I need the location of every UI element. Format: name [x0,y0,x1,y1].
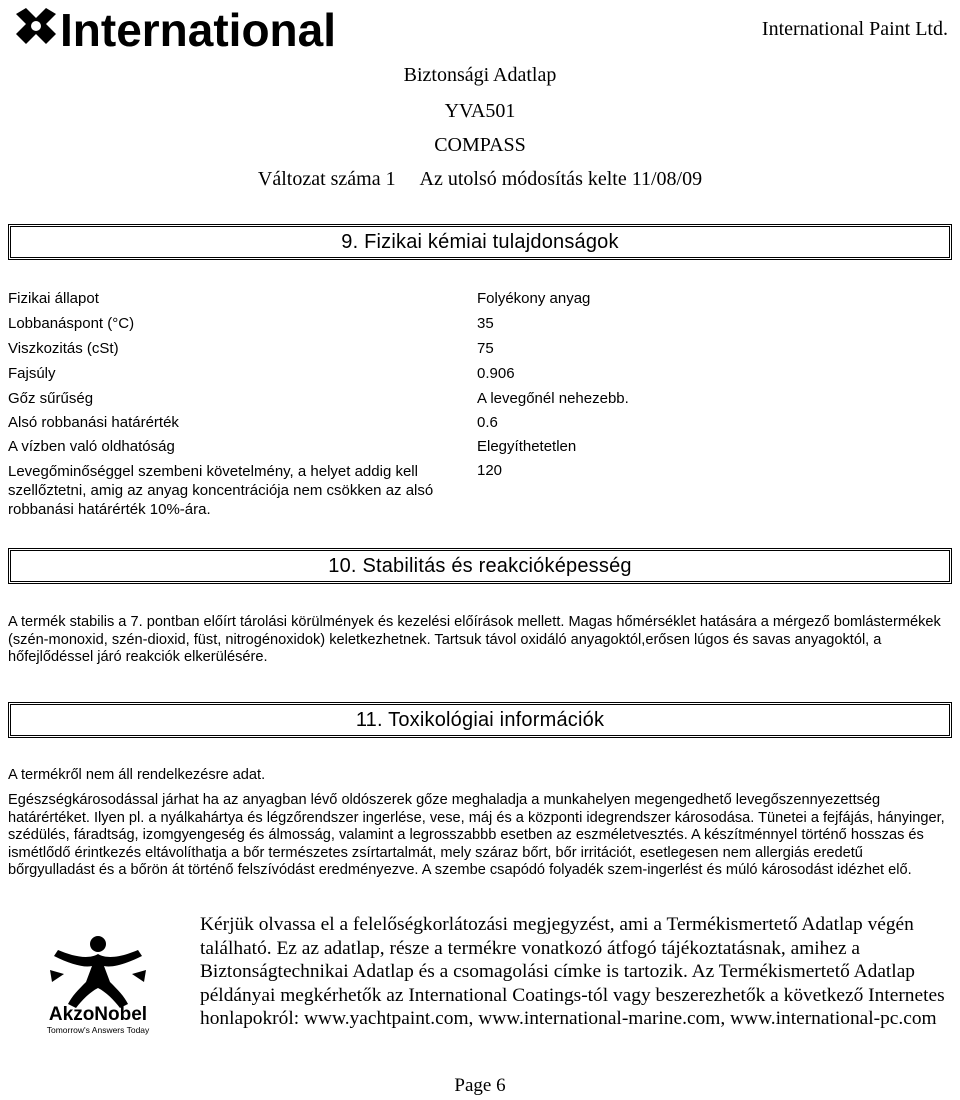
prop-label-viscosity: Viszkozitás (cSt) [8,340,119,357]
disclaimer-note: Kérjük olvassa el a felelőségkorlátozási megjegyzést, ami a Termékismertető Adatlap végén található. Ez az adatlap, része a termékre vonatkozó átfogó tájékoztatásnak, amihez a Biztonságtechnikai Adatlap és a csomagolási címke is tartozik. Az Termékismertető Adatlap példányai megkérhetők az International Coatings-tól vagy beszerezhetők a következő Internetes honlapokról: www.yachtpaint.com, www.international-marine.com, www.international-pc.com [200,914,945,1030]
prop-label-water-solubility: A vízben való oldhatóság [8,438,175,455]
international-logo-mark [14,4,344,54]
version-number: 1 [385,168,396,190]
akzonobel-figure-icon [28,930,168,1040]
modified-date: 11/08/09 [631,168,703,190]
modified-label: Az utolsó módosítás kelte [419,168,627,190]
prop-label-specific-gravity: Fajsúly [8,365,56,382]
akzonobel-logo [28,930,168,1040]
doc-title: Biztonsági Adatlap [403,64,557,86]
prop-label-ventilation-requirement: Levegőminőséggel szembeni követelmény, a helyet addig kell szellőztetni, amig az anyag koncentrációja nem csökken az alsó robbanási határérték 10%-ára. [8,463,434,518]
prop-value-ventilation-requirement: 120 [477,462,503,479]
prop-label-vapour-density: Gőz sűrűség [8,390,94,407]
akzonobel-brand-text: AkzoNobel [48,1004,148,1025]
section11-text-health-effects: Egészségkárosodással járhat ha az anyagban lévő oldószerek gőze meghaladja a munkahelyen megengedhető levegőszennyezettség határértéket. Ilyen pl. a nyálkahártya és légzőrendszer ingerlése, vese, máj és a központi idegrendszer károsodása. Tünetei a fejfájás, hányinger, szédülés, fáradtság, izomgyengeség és álmosság, valamint a legrosszabbb esetben az eszméletvesztés. A készítménnyel történő hosszas és ismétlődő érintkezés eltávolíthatja a bőr természetes zsírtartalmát, mely száraz bőrt, bőr irritációt, esetlegesen nem allergiás eredetű bőrgyulladást és a bőrön át történő felszívódást eredményezve. A szembe csapódó folyadék szem-ingerlést és múló károsodást idézhet elő. [8,792,945,878]
product-name: COMPASS [434,134,526,156]
prop-value-viscosity: 75 [477,340,494,357]
section10-header [8,548,952,584]
prop-value-flash-point: 35 [477,315,494,332]
version-label: Változat száma [257,168,381,190]
section9-header [8,224,952,260]
prop-value-physical-state: Folyékony anyag [477,290,591,307]
prop-label-physical-state: Fizikai állapot [8,290,99,307]
section9-title: 9. Fizikai kémiai tulajdonságok [341,231,619,253]
prop-value-lower-explosive-limit: 0.6 [477,414,498,431]
international-logo-text: International [60,4,337,54]
international-logo [14,4,344,54]
prop-label-flash-point: Lobbanáspont (°C) [8,315,135,332]
section10-title: 10. Stabilitás és reakcióképesség [328,555,632,577]
akzonobel-tagline: Tomorrow's Answers Today [46,1025,150,1035]
page-number: Page 6 [454,1075,506,1096]
section11-text-no-data: A termékről nem áll rendelkezésre adat. [8,767,266,783]
prop-label-lower-explosive-limit: Alsó robbanási határérték [8,414,179,431]
prop-value-water-solubility: Elegyíthetetlen [477,438,577,455]
version-line [0,168,960,191]
section11-title: 11. Toxikológiai információk [355,709,605,731]
section11-header [8,702,952,738]
company-name: International Paint Ltd. [761,18,948,40]
product-code: YVA501 [444,100,516,122]
prop-value-vapour-density: A levegőnél nehezebb. [477,390,629,407]
section10-text: A termék stabilis a 7. pontban előírt tárolási körülmények és kezelési előírások mellett. Magas hőmérséklet hatására a mérgező bomlástermékek (szén-monoxid, szén-dioxid, füst, nitrogénoxidok) keletkezhetnek. Tartsuk távol oxidáló anyagoktól,erősen lúgos és savas anyagoktól, a hőfejlődéssel járó reakciók elkerülésére. [8,614,941,665]
prop-value-specific-gravity: 0.906 [477,365,515,382]
